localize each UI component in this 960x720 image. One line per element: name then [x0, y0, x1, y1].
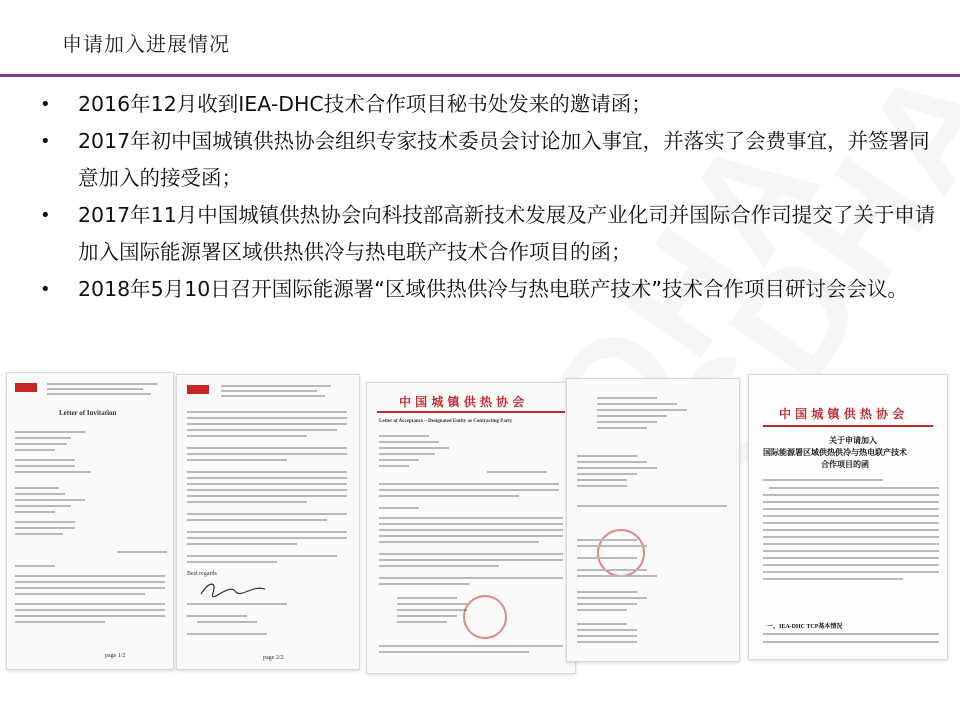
- bullet-text: 2018年5月10日召开国际能源署“区域供热供冷与热电联产技术”技术合作项目研讨会会议。: [78, 277, 909, 301]
- page-number: page 1/2: [105, 653, 126, 659]
- bullet-list: [40, 86, 940, 308]
- bullet-icon: •: [40, 94, 51, 115]
- iea-logo-icon: [187, 385, 209, 394]
- bullet-text: 2017年11月中国城镇供热协会向科技部高新技术发展及产业化司并国际合作司提交了关于申请加入国际能源署区域供热供冷与热电联产技术合作项目的函；: [78, 203, 936, 264]
- bullet-text: 2016年12月收到IEA-DHC技术合作项目秘书处发来的邀请函；: [78, 92, 652, 116]
- bullet-item: [40, 197, 940, 271]
- doc-heading: Letter of Acceptance – Designated Entity as Contracting Party: [379, 419, 513, 424]
- page-number: page 2/2: [263, 655, 284, 661]
- bullet-item: [40, 123, 940, 197]
- section-heading: 一、IEA-DHC TCP基本情况: [767, 624, 843, 630]
- doc-title: 国际能源署区域供热供冷与热电联产技术: [763, 447, 907, 457]
- acceptance-letter-image: [366, 382, 576, 674]
- doc-title: 合作项目的函: [821, 459, 869, 469]
- bullet-item: [40, 271, 940, 308]
- iea-logo-icon: [15, 383, 37, 392]
- signature-icon: [199, 579, 269, 599]
- invitation-page2-image: [176, 374, 360, 670]
- closing-text: Best regards: [187, 571, 217, 577]
- bullet-text: 2017年初中国城镇供热协会组织专家技术委员会讨论加入事宜，并落实了会费事宜，并签署同意加入的接受函；: [78, 129, 930, 190]
- bullet-icon: •: [40, 279, 51, 300]
- doc-title: 关于申请加入: [829, 435, 877, 445]
- invitation-letter-image: [6, 372, 174, 670]
- application-letter-image: [748, 374, 948, 660]
- doc-heading: Letter of Invitation: [59, 409, 117, 417]
- bullet-icon: •: [40, 131, 51, 152]
- org-header: 中 国 城 镇 供 热 协 会: [779, 407, 905, 421]
- bullet-icon: •: [40, 205, 51, 226]
- slide-title: 申请加入进展情况: [62, 32, 230, 56]
- stamp-icon: [463, 595, 507, 639]
- acceptance-page2-image: [566, 378, 740, 662]
- org-header: 中 国 城 镇 供 热 协 会: [399, 395, 525, 409]
- bullet-item: [40, 86, 940, 123]
- title-divider: [0, 74, 960, 77]
